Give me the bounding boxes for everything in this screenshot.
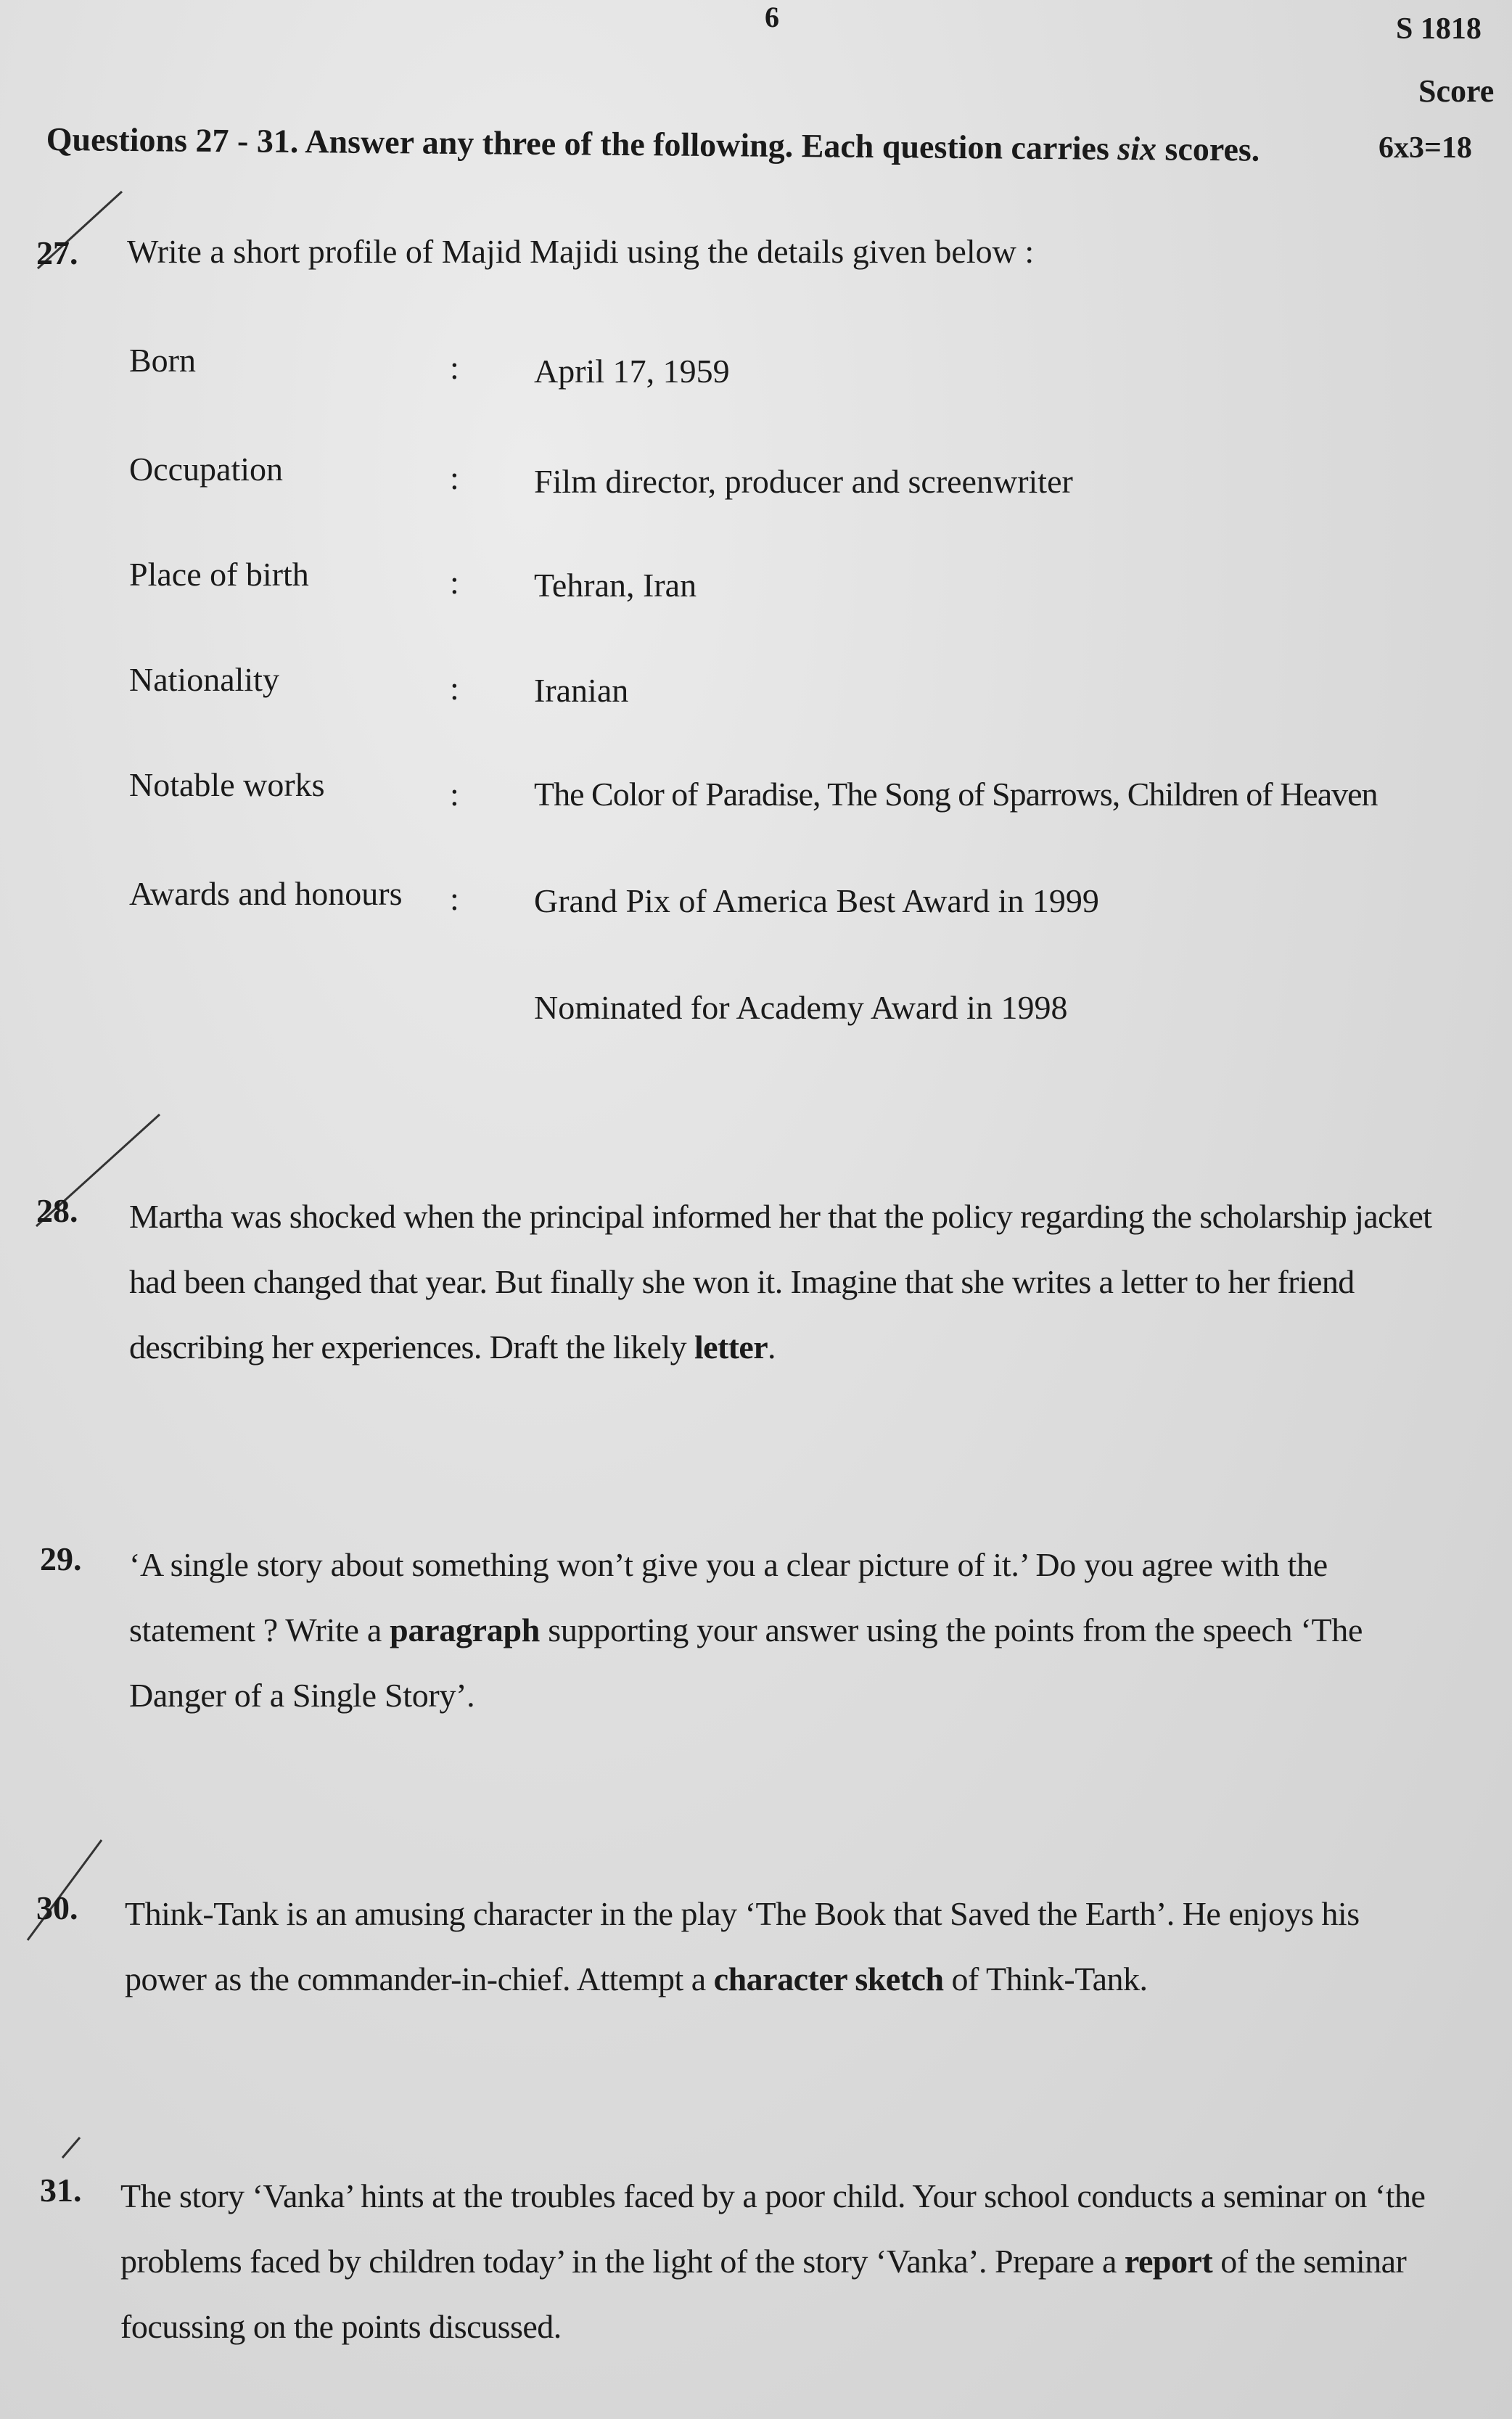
question-31-number: 31.	[40, 2172, 82, 2209]
detail-label: Awards and honours	[129, 875, 403, 912]
question-31-text: The story ‘Vanka’ hints at the troubles faced by a poor child. Your school conducts a seminar on ‘the problems faced by children today’ in the light of the story ‘Vanka’. Prepare a report of the seminar focussing on the points discussed.	[120, 2177, 1426, 2345]
detail-label: Occupation	[129, 451, 284, 488]
detail-colon: :	[450, 670, 459, 707]
detail-value: Nominated for Academy Award in 1998	[534, 989, 1068, 1026]
question-28-number: 28.	[36, 1192, 78, 1229]
question-30-text: Think-Tank is an amusing character in the play ‘The Book that Saved the Earth’. He enjoys his power as the commander-in-chief. Attempt a character sketch of Think-Tank.	[125, 1895, 1360, 1997]
detail-label: Notable works	[129, 766, 325, 803]
question-29-number: 29.	[40, 1540, 82, 1577]
question-29-text: ‘A single story about something won’t give you a clear picture of it.’ Do you agree with the statement ? Write a paragraph supporting your answer using the points from the speech ‘The Danger of a Single Story’.	[129, 1546, 1363, 1714]
detail-label: Place of birth	[129, 556, 309, 593]
score-label: Score	[1418, 73, 1495, 109]
question-27-number: 27.	[36, 234, 78, 271]
instruction-emphasis: six	[1117, 129, 1157, 168]
question-27-text: Write a short profile of Majid Majidi using the details given below :	[127, 233, 1035, 270]
detail-colon: :	[450, 564, 459, 601]
detail-colon: :	[450, 776, 459, 813]
tick-mark-icon	[58, 2133, 87, 2162]
detail-label: Nationality	[129, 661, 279, 698]
detail-value: Tehran, Iran	[534, 567, 697, 604]
detail-colon: :	[450, 349, 459, 386]
detail-value: Film director, producer and screenwriter	[534, 463, 1073, 500]
detail-value: Iranian	[534, 672, 629, 709]
detail-colon: :	[450, 880, 459, 917]
detail-label: Born	[129, 342, 196, 379]
total-score: 6x3=18	[1379, 131, 1472, 165]
paper-code: S 1818	[1396, 12, 1482, 46]
question-30-number: 30.	[36, 1889, 78, 1926]
page-number: 6	[765, 1, 779, 33]
detail-value: April 17, 1959	[534, 353, 730, 390]
detail-value: Grand Pix of America Best Award in 1999	[534, 882, 1099, 919]
detail-colon: :	[450, 459, 459, 496]
section-instruction: Questions 27 - 31. Answer any three of the following. Each question carries six scores.	[46, 120, 1260, 168]
question-28-text: Martha was shocked when the principal informed her that the policy regarding the scholarship jacket had been changed that year. But finally she won it. Imagine that she writes a letter to her friend describing her experiences. Draft the likely letter.	[129, 1198, 1432, 1365]
detail-value: The Color of Paradise, The Song of Sparrows, Children of Heaven	[534, 776, 1378, 813]
